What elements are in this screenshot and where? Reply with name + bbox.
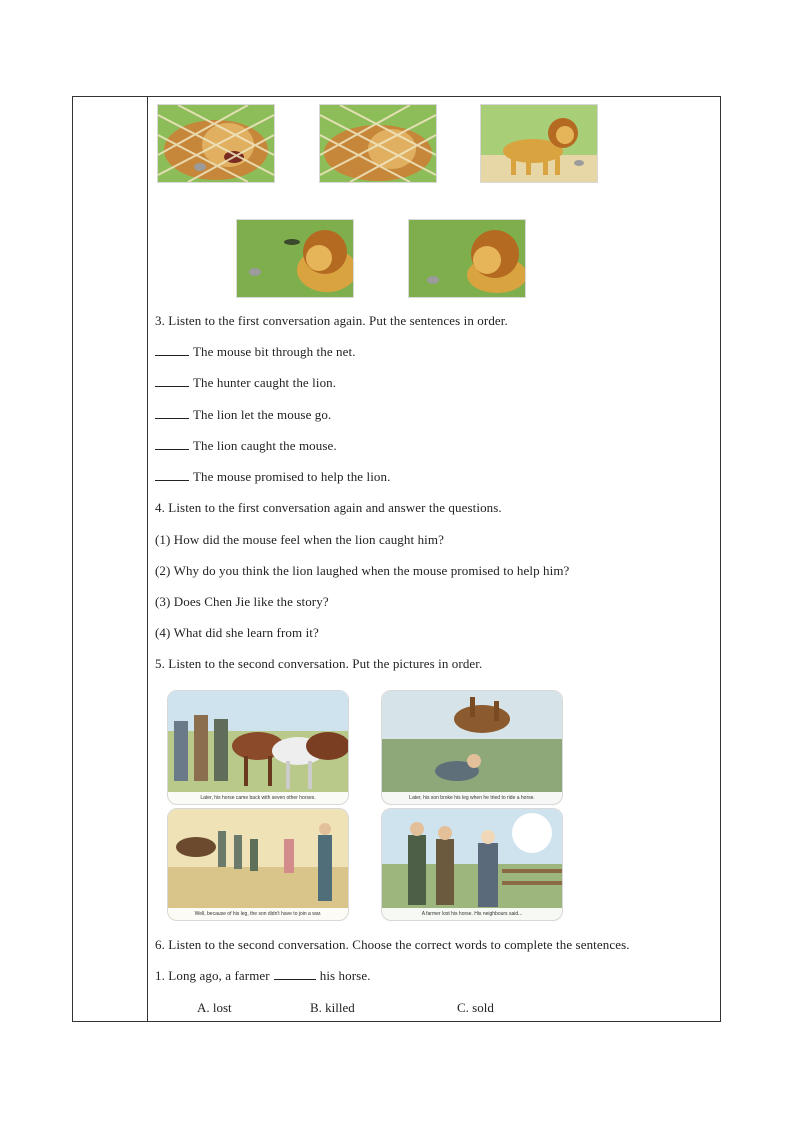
table-column-divider <box>147 96 148 1022</box>
section5-title: 5. Listen to the second conversation. Put the pictures in order. <box>155 656 483 671</box>
question-3: (3) Does Chen Jie like the story? <box>155 594 329 609</box>
picture-caption: Later, his horse came back with seven other horses. <box>168 792 348 804</box>
farmer-picture-4 <box>381 808 563 921</box>
lion-picture-2 <box>319 104 437 183</box>
question-4: (4) What did she learn from it? <box>155 625 319 640</box>
soldiers-go-to-war-icon <box>168 809 348 920</box>
son-falls-from-horse-icon <box>382 691 562 804</box>
lion-catching-mouse-icon <box>237 220 353 297</box>
horses-return-icon <box>168 691 348 804</box>
order-item-1: The mouse bit through the net. <box>155 344 356 360</box>
section3-title: 3. Listen to the first conversation again. Put the sentences in order. <box>155 313 508 328</box>
option-a[interactable]: A. lost <box>197 1000 232 1015</box>
answer-blank[interactable] <box>155 470 189 481</box>
fill-in-question-1: 1. Long ago, a farmer his horse. <box>155 968 371 983</box>
order-item-3: The lion let the mouse go. <box>155 407 331 423</box>
order-item-4: The lion caught the mouse. <box>155 438 337 454</box>
answer-blank[interactable] <box>155 376 189 387</box>
picture-caption: Well, because of his leg, the son didn't have to join a war. <box>168 908 348 920</box>
farmer-picture-1 <box>167 690 349 805</box>
section4-title: 4. Listen to the first conversation again and answer the questions. <box>155 500 502 515</box>
lion-in-net-icon <box>320 105 436 182</box>
lion-picture-4 <box>236 219 354 298</box>
lion-picture-3 <box>480 104 598 183</box>
farmer-picture-2 <box>381 690 563 805</box>
lion-picture-5 <box>408 219 526 298</box>
lion-walking-mouse-icon <box>481 105 597 182</box>
question-1: (1) How did the mouse feel when the lion caught him? <box>155 532 444 547</box>
order-item-2: The hunter caught the lion. <box>155 375 336 391</box>
answer-blank[interactable] <box>155 439 189 450</box>
answer-blank[interactable] <box>155 345 189 356</box>
option-b[interactable]: B. killed <box>310 1000 355 1015</box>
picture-caption: Later, his son broke his leg when he tried to ride a horse. <box>382 792 562 804</box>
option-c[interactable]: C. sold <box>457 1000 494 1015</box>
question-2: (2) Why do you think the lion laughed when the mouse promised to help him? <box>155 563 570 578</box>
farmer-picture-3 <box>167 808 349 921</box>
lion-mouse-talking-icon <box>409 220 525 297</box>
lion-picture-1 <box>157 104 275 183</box>
answer-blank[interactable] <box>274 969 316 980</box>
lion-in-net-mouse-biting-icon <box>158 105 274 182</box>
answer-blank[interactable] <box>155 408 189 419</box>
picture-caption: A farmer lost his horse. His neighbours said... <box>382 908 562 920</box>
section6-title: 6. Listen to the second conversation. Choose the correct words to complete the sentences. <box>155 937 630 952</box>
order-item-5: The mouse promised to help the lion. <box>155 469 390 485</box>
farmer-and-neighbours-icon <box>382 809 562 920</box>
